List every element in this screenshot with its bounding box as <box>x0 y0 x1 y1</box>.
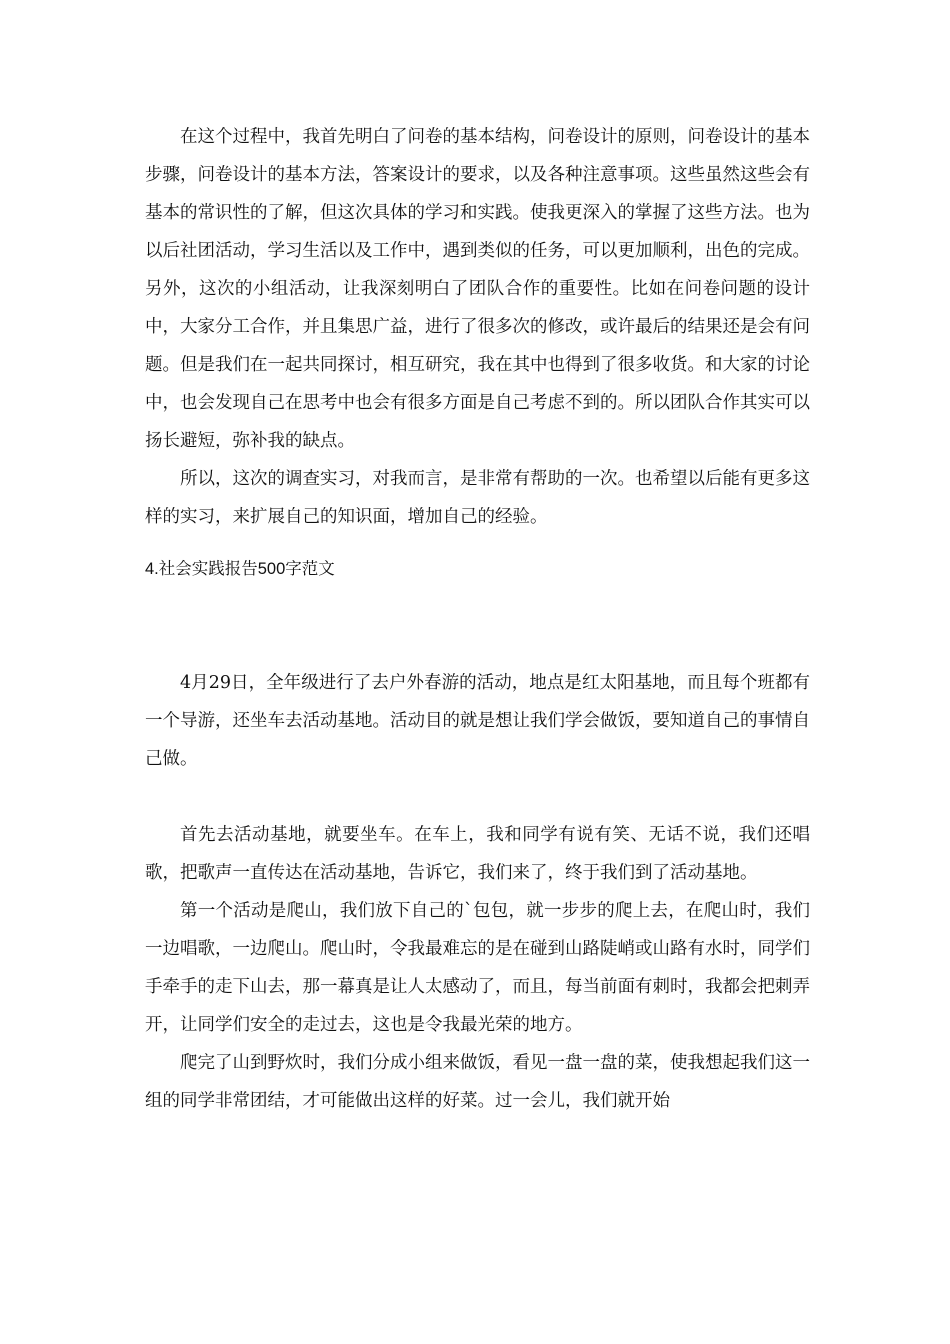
paragraph-bus-ride: 首先去活动基地，就要坐车。在车上，我和同学有说有笑、无话不说，我们还唱歌，把歌声一直传达在活动基地，告诉它，我们来了，终于我们到了活动基地。 <box>145 825 810 883</box>
blank-spacer <box>145 778 810 816</box>
blank-spacer <box>145 588 810 664</box>
paragraph-spring-outing: 4月29日，全年级进行了去户外春游的活动，地点是红太阳基地，而且每个班都有一个导游，还坐车去活动基地。活动目的就是想让我们学会做饭，要知道自己的事情自己做。 <box>145 673 810 769</box>
paragraph-picnic-cooking: 爬完了山到野炊时，我们分成小组来做饭，看见一盘一盘的菜，使我想起我们这一组的同学非常团结，才可能做出这样的好菜。过一会儿，我们就开始 <box>145 1053 810 1111</box>
section-heading: 4.社会实践报告500字范文 <box>145 560 335 578</box>
paragraph-internship-conclusion: 所以，这次的调查实习，对我而言，是非常有帮助的一次。也希望以后能有更多这样的实习，来扩展自己的知识面，增加自己的经验。 <box>145 469 810 527</box>
document-body <box>145 118 810 1120</box>
paragraph-mountain-climb: 第一个活动是爬山，我们放下自己的`包包，就一步步的爬上去，在爬山时，我们一边唱歌，一边爬山。爬山时，令我最难忘的是在碰到山路陡峭或山路有水时，同学们手牵手的走下山去，那一幕真是让人太感动了，而且，每当前面有刺时，我都会把刺弄开，让同学们安全的走过去，这也是令我最光荣的地方。 <box>145 901 810 1035</box>
paragraph-questionnaire-learning: 在这个过程中，我首先明白了问卷的基本结构，问卷设计的原则，问卷设计的基本步骤，问卷设计的基本方法，答案设计的要求，以及各种注意事项。这些虽然这些会有基本的常识性的了解，但这次具体的学习和实践。使我更深入的掌握了这些方法。也为以后社团活动，学习生活以及工作中，遇到类似的任务，可以更加顺利，出色的完成。另外，这次的小组活动，让我深刻明白了团队合作的重要性。比如在问卷问题的设计中，大家分工合作，并且集思广益，进行了很多次的修改，或许最后的结果还是会有问题。但是我们在一起共同探讨，相互研究，我在其中也得到了很多收货。和大家的讨论中，也会发现自己在思考中也会有很多方面是自己考虑不到的。所以团队合作其实可以扬长避短，弥补我的缺点。 <box>145 127 810 451</box>
